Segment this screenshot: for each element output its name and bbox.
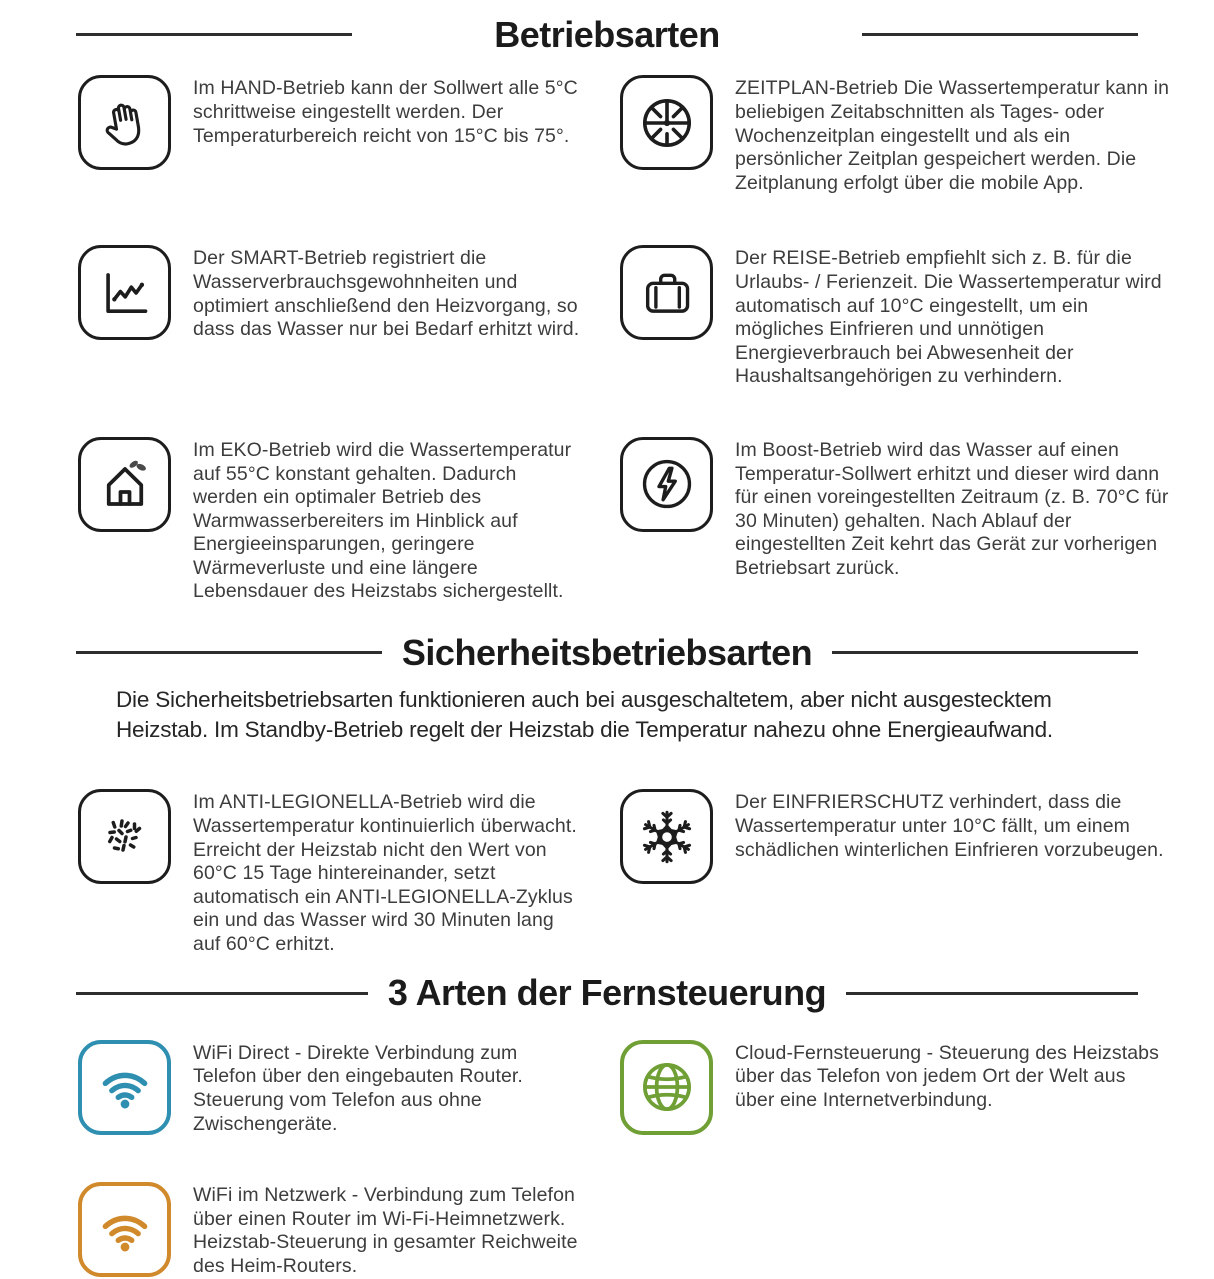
section-header-fernsteuerung	[76, 972, 1138, 1013]
mode-text-hand: Im HAND-Betrieb kann der Sollwert alle 5°C schrittweise eingestellt werden. Der Temperaturbereich reicht von 15°C bis 75°.	[193, 77, 578, 147]
header-rule-left	[76, 992, 368, 995]
remote-item-wifi-network	[0, 1182, 607, 1278]
mode-item-zeitplan	[607, 75, 1214, 195]
remote-item-cloud	[607, 1040, 1214, 1136]
mode-item-hand	[0, 75, 607, 195]
mode-text-boost: Im Boost-Betrieb wird das Wasser auf einen Temperatur-Sollwert erhitzt und dieser wird dann für einen voreingestellten Zeitraum (z. B. 70°C für 30 Minuten) gehalten. Nach Ablauf der eingestellten Zeit kehrt das Gerät zur vorherigen Betriebsart zurück.	[735, 438, 1169, 579]
clock-icon	[636, 92, 698, 154]
wifi-direct-icon-box	[78, 1040, 171, 1135]
empty-cell	[607, 1182, 1214, 1278]
bacteria-icon	[95, 807, 155, 867]
header-rule-left	[76, 33, 352, 36]
mode-text-zeitplan: ZEITPLAN-Betrieb Die Wassertemperatur kann in beliebigen Zeitabschnitten als Tages- oder Wochenzeitplan eingestellt und als ein persönlicher Zeitplan gespeichert werden. Die Zeitplanung erfolgt über die mobile App.	[735, 77, 1170, 194]
chart-icon	[96, 264, 154, 322]
safety-intro-text: Die Sicherheitsbetriebsarten funktionieren auch bei ausgeschaltetem, aber nicht ausgestecktem Heizstab. Im Standby-Betrieb regelt der Heizstab die Temperatur nahezu ohne Energieaufwand.	[116, 687, 1053, 743]
row-wifidirect-cloud	[0, 1040, 1214, 1136]
suitcase-icon-box	[620, 245, 713, 340]
header-rule-left	[76, 651, 382, 654]
mode-text-smart: Der SMART-Betrieb registriert die Wasserverbrauchsgewohnheiten und optimiert anschließend den Heizvorgang, so dass das Wasser nur bei Bedarf erhitzt wird.	[193, 247, 580, 341]
boost-bolt-icon	[636, 453, 698, 515]
hand-icon-box	[78, 75, 171, 170]
mode-item-reise	[607, 245, 1214, 389]
header-rule-right	[832, 651, 1138, 654]
suitcase-icon	[638, 264, 696, 322]
snowflake-icon	[634, 804, 700, 870]
row-eko-boost	[0, 437, 1214, 604]
row-smart-reise	[0, 245, 1214, 389]
section-title: Sicherheitsbetriebsarten	[401, 632, 813, 674]
boost-bolt-icon-box	[620, 437, 713, 532]
eco-house-icon-box	[78, 437, 171, 532]
mode-item-smart	[0, 245, 607, 389]
clock-icon-box	[620, 75, 713, 170]
mode-item-boost	[607, 437, 1214, 604]
wifi-network-icon-box	[78, 1182, 171, 1277]
mode-text-eko: Im EKO-Betrieb wird die Wassertemperatur auf 55°C konstant gehalten. Dadurch werden ein optimaler Betrieb des Warmwasserbereiters im Hinblick auf Energieeinsparungen, geringere Wärmeverluste und eine längere Lebensdauer des Heizstabs sichergestellt.	[193, 438, 572, 603]
section-title: Betriebsarten	[494, 14, 720, 55]
section-header-sicherheit	[76, 632, 1138, 673]
remote-text-wifi-network: WiFi im Netzwerk - Verbindung zum Telefon über einen Router im Wi-Fi-Heimnetzwerk. Heizstab-Steuerung in gesamter Reichweite des Heim-Routers.	[193, 1184, 578, 1278]
remote-text-wifi-direct: WiFi Direct - Direkte Verbindung zum Telefon über den eingebauten Router. Steuerung vom Telefon aus ohne Zwischengeräte.	[193, 1041, 523, 1135]
wifi-direct-icon	[94, 1056, 156, 1118]
mode-text-reise: Der REISE-Betrieb empfiehlt sich z. B. für die Urlaubs- / Ferienzeit. Die Wassertemperatur wird automatisch auf 10°C eingestellt, um ein mögliches Einfrieren und unnötigen Energieverbrauch bei Abwesenheit der Haushaltsangehörigen zu verhindern.	[735, 247, 1162, 388]
chart-icon-box	[78, 245, 171, 340]
mode-text-anti-legionella: Im ANTI-LEGIONELLA-Betrieb wird die Wassertemperatur kontinuierlich überwacht. Erreicht der Heizstab nicht den Wert von 60°C 15 Tage hintereinander, setzt automatisch ein ANTI-LEGIONELLA-Zyklus ein und das Wasser wird 30 Minuten lang auf 60°C erhitzt.	[193, 791, 577, 955]
row-legionella-frost	[0, 789, 1214, 956]
remote-text-cloud: Cloud-Fernsteuerung - Steuerung des Heizstabs über das Telefon von jedem Ort der Welt aus über eine Internetverbindung.	[735, 1041, 1159, 1112]
remote-item-wifi-direct	[0, 1040, 607, 1136]
mode-item-einfrierschutz	[607, 789, 1214, 956]
snowflake-icon-box	[620, 789, 713, 884]
header-rule-right	[862, 33, 1138, 36]
header-rule-right	[846, 992, 1138, 995]
mode-item-eko	[0, 437, 607, 604]
hand-icon	[96, 94, 154, 152]
section-title: 3 Arten der Fernsteuerung	[387, 972, 827, 1014]
section-header-betriebsarten	[76, 14, 1138, 55]
cloud-globe-icon-box	[620, 1040, 713, 1135]
mode-text-einfrierschutz: Der EINFRIERSCHUTZ verhindert, dass die Wassertemperatur unter 10°C fällt, um einem schädlichen winterlichen Einfrieren vorzubeugen.	[735, 791, 1164, 861]
row-hand-zeitplan	[0, 75, 1214, 195]
wifi-network-icon	[94, 1199, 156, 1261]
bacteria-icon-box	[78, 789, 171, 884]
mode-item-anti-legionella	[0, 789, 607, 956]
eco-house-icon	[95, 454, 155, 514]
cloud-globe-icon	[635, 1055, 699, 1119]
row-wifi-netzwerk	[0, 1182, 1214, 1278]
